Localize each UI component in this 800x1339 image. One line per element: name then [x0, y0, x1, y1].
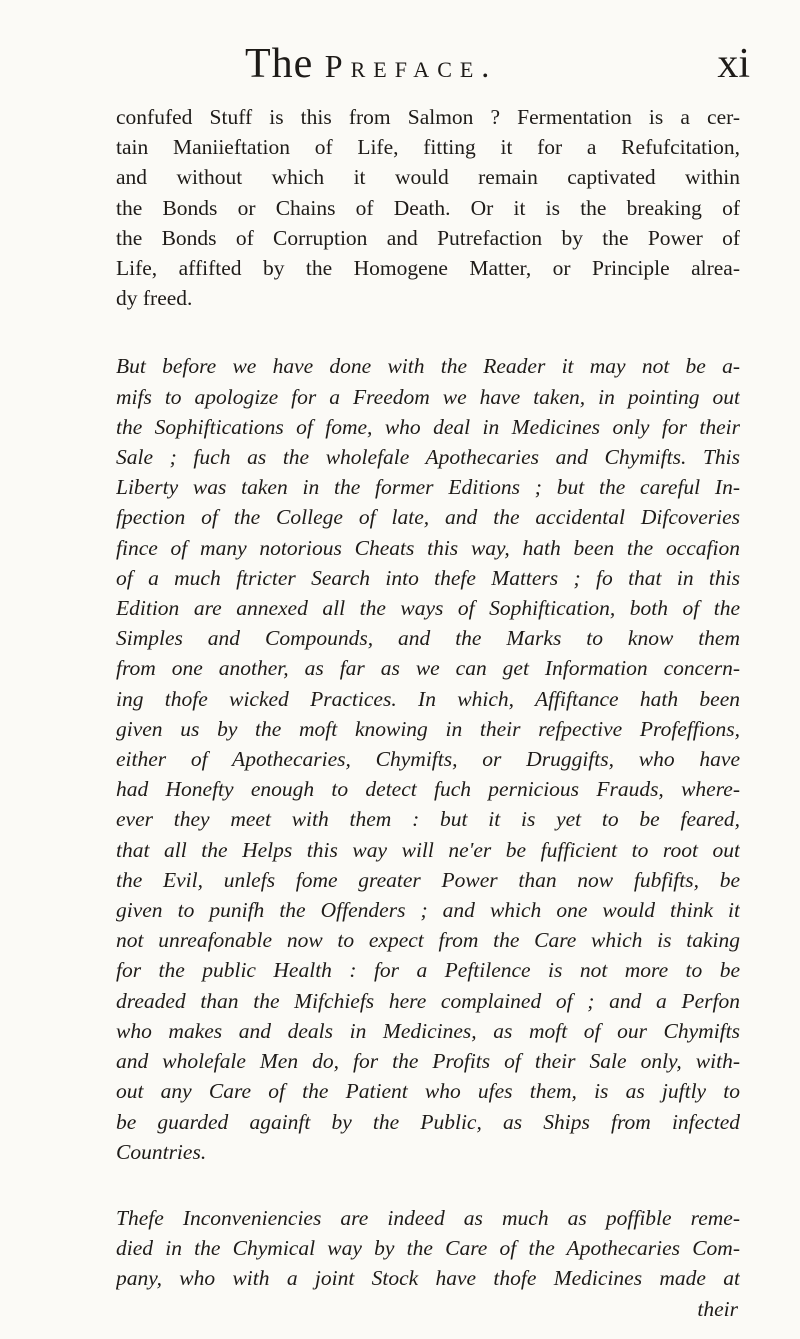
- text-line: mifs to apologize for a Freedom we have taken, in pointing out: [116, 384, 740, 409]
- text-line: Life, affifted by the Homogene Matter, or Principle alrea-: [116, 256, 740, 281]
- paragraph-1: [116, 102, 740, 313]
- page-number: xi: [717, 41, 750, 87]
- text-line: Sale ; fuch as the wholefale Apothecaries and Chymifts. This: [116, 445, 740, 470]
- text-line: given us by the moft knowing in their refpective Profeffions,: [116, 716, 740, 741]
- text-line: the Bonds or Chains of Death. Or it is the breaking of: [116, 195, 740, 220]
- text-line: the Sophiftications of fome, who deal in Medicines only for their: [116, 414, 740, 439]
- text-line: Thefe Inconveniencies are indeed as much as poffible reme-: [116, 1205, 740, 1230]
- text-line: Countries.: [116, 1139, 207, 1164]
- catchword: their: [697, 1296, 738, 1321]
- header-title-word: The: [245, 41, 314, 87]
- text-line: died in the Chymical way by the Care of the Apothecaries Com-: [116, 1236, 740, 1261]
- text-line: for the public Health : for a Peftilence is not more to be: [116, 958, 740, 983]
- text-line: pany, who with a joint Stock have thofe Medicines made at: [116, 1266, 740, 1291]
- text-line: that all the Helps this way will ne'er be fufficient to root out: [116, 837, 740, 862]
- text-line: of a much ftricter Search into thefe Matters ; fo that in this: [116, 565, 740, 590]
- text-line: ever they meet with them : but it is yet to be feared,: [116, 807, 740, 832]
- text-line: ing thofe wicked Practices. In which, Affiftance hath been: [116, 686, 740, 711]
- text-line: either of Apothecaries, Chymifts, or Druggifts, who have: [116, 747, 740, 772]
- text-line: dy freed.: [116, 286, 193, 311]
- text-line: not unreafonable now to expect from the Care which is taking: [116, 928, 740, 953]
- text-line: had Honefty enough to detect fuch pernicious Frauds, where-: [116, 777, 740, 802]
- text-line: out any Care of the Patient who ufes them, is as juftly to: [116, 1079, 740, 1104]
- text-line: tain Maniieftation of Life, fitting it for a Refufcitation,: [116, 135, 740, 160]
- text-line: be guarded againft by the Public, as Ships from infected: [116, 1109, 740, 1134]
- text-line: and wholefale Men do, for the Profits of their Sale only, with-: [116, 1049, 740, 1074]
- text-line: from one another, as far as we can get Information concern-: [116, 656, 740, 681]
- text-line: the Evil, unlefs fome greater Power than now fubfifts, be: [116, 867, 740, 892]
- paragraph-3: [116, 1203, 740, 1324]
- text-line: Edition are annexed all the ways of Sophiftication, both of the: [116, 596, 740, 621]
- header-title: [245, 40, 497, 88]
- running-header: [60, 40, 750, 92]
- text-line: confufed Stuff is this from Salmon ? Fermentation is a cer-: [116, 105, 740, 129]
- text-line: Liberty was taken in the former Editions ; but the careful In-: [116, 475, 740, 500]
- text-line: dreaded than the Mifchiefs here complained of ; and a Perfon: [116, 988, 740, 1013]
- body-text: [116, 102, 740, 1324]
- text-line: who makes and deals in Medicines, as moft of our Chymifts: [116, 1018, 740, 1043]
- text-line: Simples and Compounds, and the Marks to know them: [116, 626, 740, 651]
- text-line: given to punifh the Offenders ; and which one would think it: [116, 898, 740, 923]
- text-line: and without which it would remain captivated within: [116, 165, 740, 190]
- paragraph-2: [116, 351, 740, 1166]
- text-line: fince of many notorious Cheats this way, hath been the occafion: [116, 535, 740, 560]
- text-line: fpection of the College of late, and the accidental Difcoveries: [116, 505, 740, 530]
- running-head: Preface.: [324, 48, 498, 84]
- text-line: But before we have done with the Reader it may not be a-: [116, 354, 740, 379]
- text-line: the Bonds of Corruption and Putrefaction by the Power of: [116, 225, 740, 250]
